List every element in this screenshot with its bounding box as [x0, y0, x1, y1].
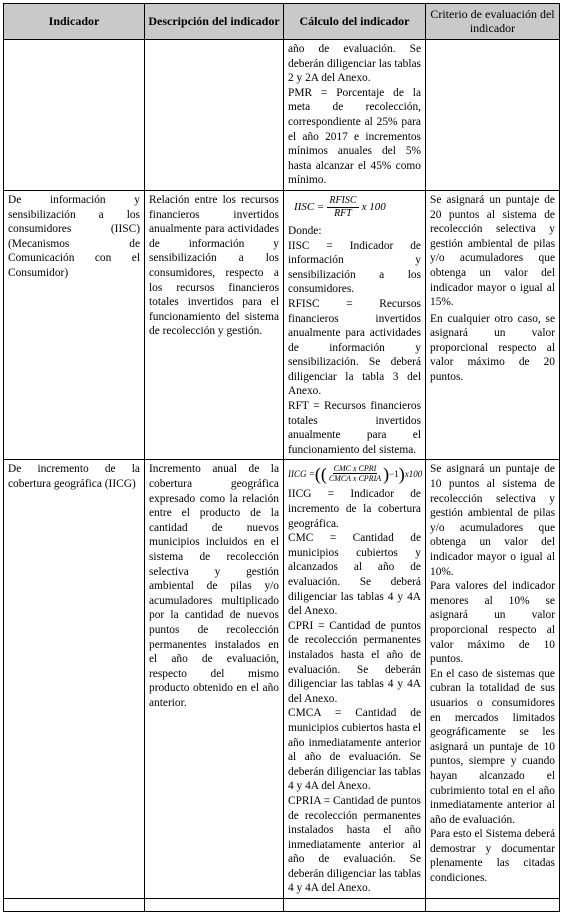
criteria-text: Se asignará un puntaje de 20 puntos al sistema de recolección selectiva y gestión ambiental de pilas y/o acumuladores que obtenga un valor del indicador mayor o igual al 15%. — [430, 193, 555, 309]
indicator-name: De incremento de la cobertura geográfica (IICG) — [8, 463, 140, 491]
cell-criteria — [426, 40, 560, 191]
calculation-text: PMR = Porcentaje de la meta de recolección, correspondiente al 25% para el año 2017 e incrementos mínimos anuales del 5% hasta alcanzar el 45% como mínimo. — [288, 86, 421, 187]
formula-rhs: x 100 — [361, 201, 386, 214]
calculation-text: RFISC = Recursos financieros invertidos anualmente para actividades de información y sensibilización. Se deberá diligenciar la tabla 3 del Anexo. — [288, 297, 421, 398]
cell-description — [145, 190, 284, 460]
calculation-text: IISC = Indicador de información y sensibilización a los consumidores. — [288, 239, 421, 296]
cell-calculation — [284, 40, 426, 191]
cell-indicator — [4, 190, 145, 460]
cell-empty — [284, 899, 426, 912]
criteria-text: En el caso de sistemas que cubran la totalidad de sus usuarios o consumidores en mercados limitados geográficamente se les asignará un puntaje de 10 puntos, siempre y cuando hayan alcanzado el cubrimiento total en el año inmediatamente anterior al año de evaluación. — [430, 667, 555, 826]
formula-denominator: CMCA x CPRIA — [328, 474, 382, 484]
formula-fraction — [328, 464, 382, 483]
cell-indicator — [4, 40, 145, 191]
formula-iisc — [288, 193, 421, 224]
indicator-description: Incremento anual de la cobertura geográfica expresado como la relación entre el producto de la cantidad de nuevos municipios incluidos en el sistema de recolección selectiva y gestión ambiental de pilas y/o acumuladores multiplicado por la cantidad de nuevos puntos de recolección permanentes instalados en el año de evaluación, respecto del mismo producto obtenido en el año anterior. — [149, 463, 279, 709]
cell-criteria — [426, 460, 560, 899]
table-header-row — [4, 4, 560, 40]
cell-calculation — [284, 460, 426, 899]
table-row-continuation — [4, 899, 560, 912]
cell-description — [145, 40, 284, 191]
criteria-text: Se asignará un puntaje de 10 puntos al sistema de recolección selectiva y gestión ambiental de pilas y/o acumuladores que obtenga un valor del indicador mayor o igual al 10%. — [430, 463, 555, 578]
formula-paren-open: (( — [314, 463, 327, 484]
table-row — [4, 40, 560, 191]
cell-calculation — [284, 190, 426, 460]
cell-criteria — [426, 190, 560, 460]
calculation-text: Donde: — [288, 224, 322, 237]
formula-rhs: x100 — [404, 468, 423, 479]
formula-numerator: RFISC — [329, 194, 357, 206]
formula-lhs: IICG = — [288, 468, 315, 479]
formula-numerator: CMC x CPRI — [333, 464, 377, 474]
table-row — [4, 190, 560, 460]
formula-paren-close: ) — [398, 463, 405, 484]
header-indicator: Indicador — [4, 4, 145, 40]
criteria-text: Para esto el Sistema deberá demostrar y documentar plenamente las citadas condiciones. — [430, 828, 555, 885]
calculation-text: CPRIA = Cantidad de puntos de recolección permanentes instalados hasta el año inmediatamente anterior al año de evaluación. Se deberán diligenciar las tablas 4 y 4A del Anexo. — [288, 794, 421, 895]
indicator-description: Relación entre los recursos financieros invertidos anualmente para actividades de información y sensibilización a los consumidores, respecto a los recursos financieros totales invertidos para el funcionamiento del sistema de recolección y gestión. — [149, 193, 279, 338]
criteria-text: En cualquier otro caso, se asignará un valor proporcional respecto al valor máximo de 20 puntos. — [430, 312, 555, 384]
cell-empty — [145, 899, 284, 912]
formula-paren-mid: ) — [383, 463, 390, 484]
calculation-text: CPRI = Cantidad de puntos de recolección permanentes instalados hasta el año de evaluación. Se deberán diligenciar las tablas 4 y 4A del Anexo. — [288, 619, 421, 705]
calculation-text: CMC = Cantidad de municipios cubiertos y alcanzados al año de evaluación. Se deberá diligenciar las tablas 4 y 4A del Anexo. — [288, 532, 421, 618]
formula-fraction — [327, 195, 358, 220]
cell-empty — [4, 899, 145, 912]
cell-empty — [426, 899, 560, 912]
indicators-table — [3, 3, 560, 912]
cell-indicator — [4, 460, 145, 899]
formula-lhs: IISC = — [294, 201, 325, 214]
calculation-text: CMCA = Cantidad de municipios cubiertos hasta el año inmediatamente anterior al año de evaluación. Se deberán diligenciar las tablas 4 y 4A del Anexo. — [288, 707, 421, 793]
cell-description — [145, 460, 284, 899]
calculation-text: IICG = Indicador de incremento de la cobertura geográfica. — [288, 488, 421, 530]
header-criteria: Criterio de evaluación del indicador — [426, 4, 560, 40]
indicator-name: De información y sensibilización a los consumidores (IISC) (Mecanismos de Comunicación con el Consumidor) — [8, 193, 140, 279]
formula-iicg — [288, 462, 421, 487]
header-calculation: Cálculo del indicador — [284, 4, 426, 40]
calculation-text: año de evaluación. Se deberán diligenciar las tablas 2 y 2A del Anexo. — [288, 43, 421, 85]
table-row — [4, 460, 560, 899]
criteria-text: Para valores del indicador menores al 10% se asignará un valor proporcional respecto al valor máximo de 10 puntos. — [430, 580, 555, 666]
formula-minus-one: −1 — [389, 468, 399, 479]
header-description: Descripción del indicador — [145, 4, 284, 40]
formula-denominator: RFT — [334, 207, 352, 219]
calculation-text: RFT = Recursos financieros totales invertidos anualmente para el funcionamiento del sistema. — [288, 400, 421, 456]
